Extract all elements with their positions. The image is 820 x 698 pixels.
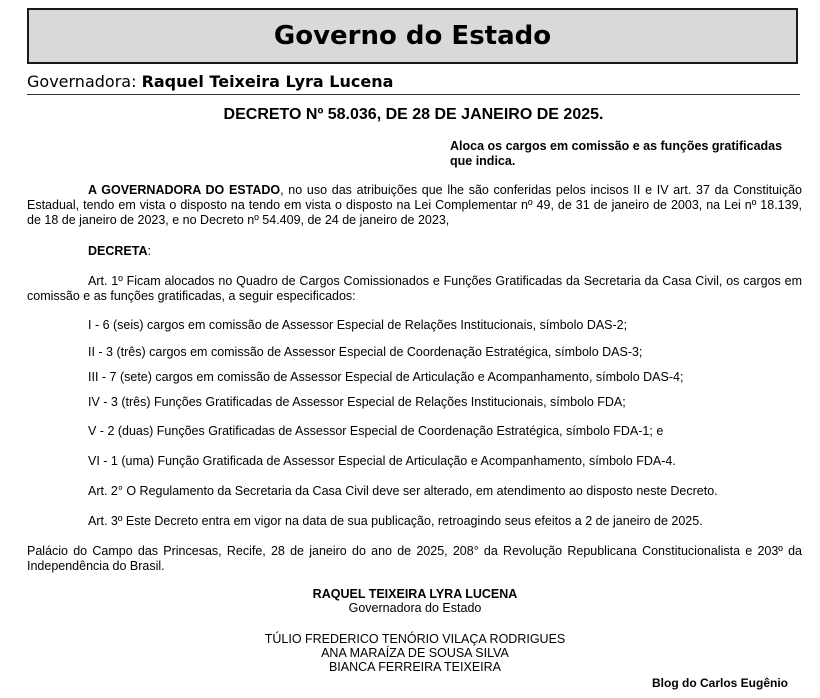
list-item: VI - 1 (uma) Função Gratificada de Assessor Especial de Articulação e Acompanhamento, símbolo FDA-4. (88, 454, 676, 468)
signature-secondary: TÚLIO FREDERICO TENÓRIO VILAÇA RODRIGUES (264, 632, 566, 646)
list-item: V - 2 (duas) Funções Gratificadas de Assessor Especial de Coordenação Estratégica, símbolo FDA-1; e (88, 424, 664, 438)
header-banner (27, 8, 798, 64)
list-item: I - 6 (seis) cargos em comissão de Assessor Especial de Relações Institucionais, símbolo DAS-2; (88, 318, 628, 332)
signature-main-role: Governadora do Estado (348, 601, 482, 615)
source-credit: Blog do Carlos Eugênio (652, 676, 789, 690)
decreta-label: DECRETA (88, 244, 148, 258)
list-item: III - 7 (sete) cargos em comissão de Assessor Especial de Articulação e Acompanhamento, símbolo DAS-4; (88, 370, 684, 384)
signature-secondary: BIANCA FERREIRA TEIXEIRA (328, 660, 502, 674)
page-title: Governo do Estado (273, 21, 552, 51)
preamble-paragraph (27, 183, 802, 228)
decree-title: DECRETO Nº 58.036, DE 28 DE JANEIRO DE 2025. (223, 106, 604, 123)
list-item: II - 3 (três) cargos em comissão de Assessor Especial de Coordenação Estratégica, símbolo DAS-3; (88, 345, 643, 359)
signature-main-name: RAQUEL TEIXEIRA LYRA LUCENA (312, 587, 518, 601)
signature-secondary: ANA MARAÍZA DE SOUSA SILVA (321, 646, 509, 660)
governor-label: Governadora: (27, 72, 137, 91)
article-3: Art. 3º Este Decreto entra em vigor na data de sua publicação, retroagindo seus efeitos a 2 de janeiro de 2025. (88, 514, 703, 528)
decreta-colon: : (147, 244, 151, 258)
closing-paragraph: Palácio do Campo das Princesas, Recife, 28 de janeiro do ano de 2025, 208° da Revolução Republicana Constitucionalista e 203º da Independência do Brasil. (27, 544, 802, 573)
article-2: Art. 2° O Regulamento da Secretaria da Casa Civil deve ser alterado, em atendimento ao disposto neste Decreto. (88, 484, 718, 498)
decreta-paragraph (27, 244, 802, 259)
governor-line (27, 72, 800, 95)
governor-name: Raquel Teixeira Lyra Lucena (141, 72, 394, 91)
list-item: IV - 3 (três) Funções Gratificadas de Assessor Especial de Relações Institucionais, símbolo FDA; (88, 395, 626, 409)
decree-summary: Aloca os cargos em comissão e as funções gratificadas que indica. (450, 139, 783, 168)
preamble-text: , no uso das atribuições que lhe são conferidas pelos incisos II e IV art. 37 da Constituição Estadual, tendo em vista o disposto na tendo em vista o disposto na Lei Complementar nº 49, de 31 de janeiro de 2003, na Lei nº 18.139, de 18 de janeiro de 2023, e no Decreto nº 54.409, de 24 de janeiro de 2023, (27, 183, 802, 227)
preamble-lead: A GOVERNADORA DO ESTADO (88, 183, 281, 197)
article-1: Art. 1º Ficam alocados no Quadro de Cargos Comissionados e Funções Gratificadas da Secretaria da Casa Civil, os cargos em comissão e as funções gratificadas, a seguir especificados: (27, 274, 802, 303)
